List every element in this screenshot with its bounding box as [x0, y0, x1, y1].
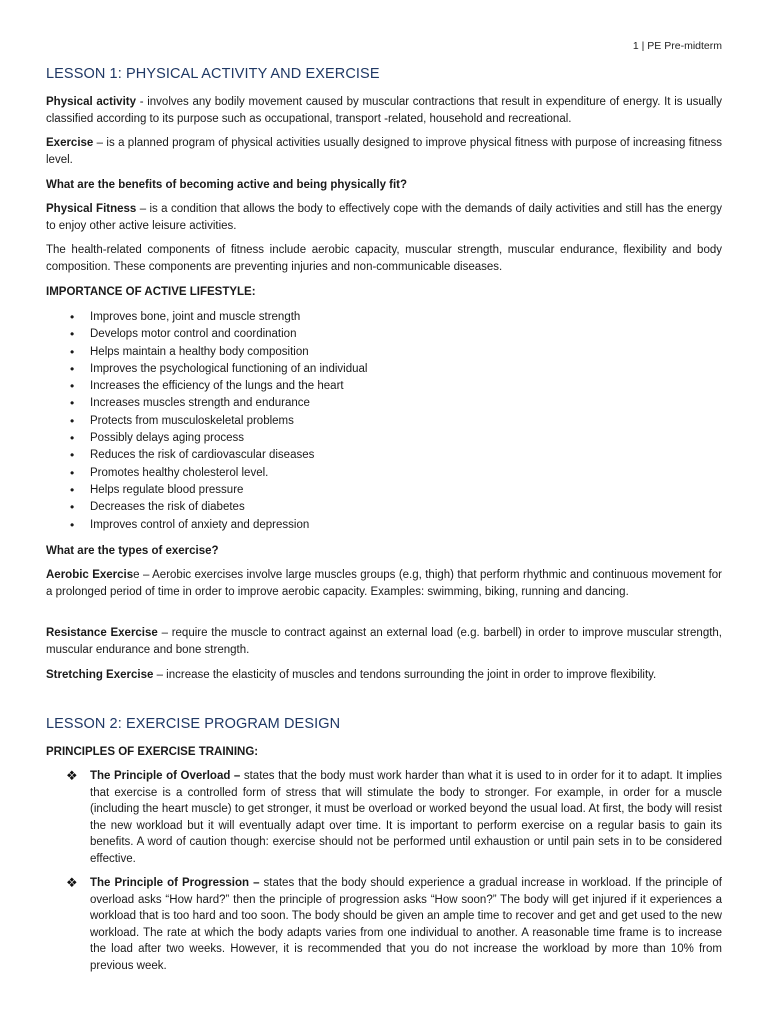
list-item: • Develops motor control and coordination [70, 326, 367, 343]
physical-fitness-definition [46, 201, 722, 234]
importance-list [70, 309, 367, 534]
principles-heading: PRINCIPLES OF EXERCISE TRAINING: [46, 746, 259, 758]
page-header: 1 | PE Pre-midterm [632, 40, 722, 52]
importance-heading: IMPORTANCE OF ACTIVE LIFESTYLE: [46, 286, 256, 298]
list-item: • Helps regulate blood pressure [70, 482, 367, 499]
physical-activity-text: - involves any bodily movement caused by muscular contractions that result in expenditure of energy. It is usually classified according to its purpose such as occupational, transport -related, household and recreational. [46, 96, 722, 125]
physical-fitness-text: – is a condition that allows the body to effectively cope with the demands of daily activities and still has the energy to enjoy other active leisure activities. [46, 203, 723, 232]
stretching-term: Stretching Exercise [46, 669, 154, 681]
lesson2-title: LESSON 2: EXERCISE PROGRAM DESIGN [46, 716, 341, 732]
principle-text [90, 768, 722, 867]
resistance-exercise-definition [46, 625, 722, 658]
list-item: • Helps maintain a healthy body composition [70, 344, 367, 361]
exercise-definition [46, 135, 722, 168]
principle-term: The Principle of Overload – [90, 770, 241, 782]
aerobic-text: – Aerobic exercises involve large muscles groups (e.g, thigh) that perform rhythmic and continuous movement for a prolonged period of time in order to improve aerobic capacity. Examples: swimming, biking, running and dancing. [46, 569, 723, 598]
physical-fitness-term: Physical Fitness [46, 203, 137, 215]
principle-text [90, 875, 722, 974]
list-item: • Improves the psychological functioning of an individual [70, 361, 367, 378]
list-item: • Improves bone, joint and muscle strength [70, 309, 367, 326]
types-question: What are the types of exercise? [46, 545, 219, 557]
benefits-question: What are the benefits of becoming active and being physically fit? [46, 179, 408, 191]
list-item: • Protects from musculoskeletal problems [70, 413, 367, 430]
resistance-term: Resistance Exercise [46, 627, 158, 639]
list-item: • Reduces the risk of cardiovascular diseases [70, 447, 367, 464]
principle-term: The Principle of Progression – [90, 877, 260, 889]
diamond-bullet-icon: ❖ [66, 768, 78, 783]
list-item: • Increases the efficiency of the lungs and the heart [70, 378, 367, 395]
aerobic-term-tail: e [133, 569, 140, 581]
list-item: • Improves control of anxiety and depression [70, 517, 367, 534]
list-item: • Increases muscles strength and endurance [70, 395, 367, 412]
exercise-text: – is a planned program of physical activities usually designed to improve physical fitness with purpose of increasing fitness level. [46, 137, 722, 166]
principle-body: states that the body should experience a gradual increase in workload. If the principle of overload asks “How hard?” then the principle of progression asks “How soon?” The body will get injured if it experiences a workload that is too hard and too soon. The body should be given an ample time to recover and get and get used to the new workload. The rate at which the body adapts varies from one individual to another. A reasonable time frame is to increase the load after two weeks. However, it is recommended that you do not increase the workload by more than 10% from previous week. [90, 877, 722, 972]
physical-activity-term: Physical activity [46, 96, 136, 108]
exercise-term: Exercise [46, 137, 94, 149]
stretching-text: – increase the elasticity of muscles and tendons surrounding the joint in order to improve flexibility. [153, 669, 657, 681]
list-item: • Possibly delays aging process [70, 430, 367, 447]
list-item: • Decreases the risk of diabetes [70, 499, 367, 516]
stretching-exercise-definition [46, 667, 722, 684]
resistance-text: – require the muscle to contract against an external load (e.g. barbell) in order to improve muscular strength, muscular endurance and bone strength. [46, 627, 722, 656]
principle-overload [66, 768, 722, 867]
principle-progression [66, 875, 722, 974]
lesson1-title: LESSON 1: PHYSICAL ACTIVITY AND EXERCISE [46, 66, 380, 82]
diamond-bullet-icon: ❖ [66, 875, 78, 890]
aerobic-term: Aerobic Exercis [46, 569, 134, 581]
aerobic-exercise-definition [46, 567, 722, 600]
principle-body: states that the body must work harder than what it is used to in order for it to adapt. It implies that exercise is a controlled form of stress that will stimulate the body to stronger. For example, in order for a muscle (including the heart muscle) to get stronger, it must be overload or worked beyond the usual load. At first, the body will resist the new workload but it will eventually adapt over time. It is important to perform exercise on a regular basis to gain its benefits. A word of caution though: exercise should not be performed until exhaustion or until pain sets in to be considered effective. [90, 770, 722, 865]
physical-activity-definition [46, 94, 722, 127]
fitness-components-paragraph: The health-related components of fitness include aerobic capacity, muscular strength, muscular endurance, flexibility and body composition. These components are preventing injuries and non-communicable diseases. [46, 244, 722, 273]
list-item: • Promotes healthy cholesterol level. [70, 465, 367, 482]
